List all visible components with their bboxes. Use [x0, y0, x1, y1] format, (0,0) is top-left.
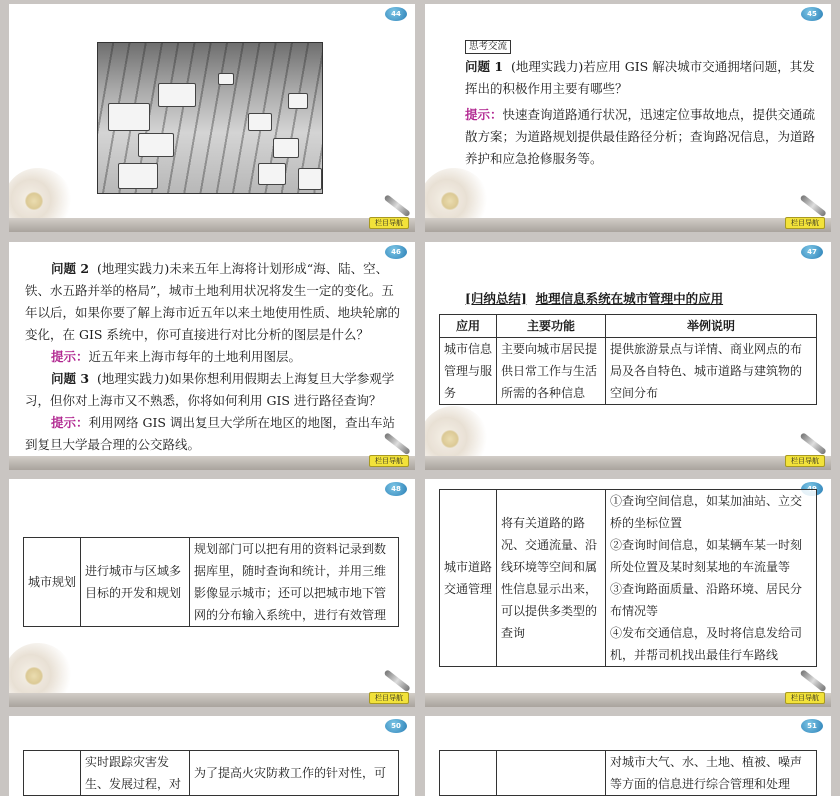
slide-51[interactable]	[425, 716, 831, 796]
table-row: 实时跟踪灾害发生、发展过程，对 为了提高火灾防救工作的针对性，可	[24, 751, 399, 796]
slide-48[interactable]	[9, 479, 415, 707]
slide-47[interactable]	[425, 242, 831, 470]
summary-table	[23, 750, 399, 796]
question-3: 问题 3 (地理实践力)如果你想利用假期去上海复旦大学参观学习，但你对上海市又不熟悉，你将如何利用 GIS 进行路径查询？	[25, 371, 395, 408]
bottom-bar	[425, 218, 831, 232]
summary-heading: [归纳总结] 地理信息系统在城市管理中的应用	[465, 291, 724, 306]
nav-button[interactable]: 栏目导航	[785, 217, 825, 229]
section-tag: 思考交流	[465, 40, 511, 54]
page-number-badge: 46	[385, 245, 407, 259]
nav-button[interactable]: 栏目导航	[369, 217, 409, 229]
table-header: 举例说明	[606, 315, 817, 338]
bottom-bar	[425, 456, 831, 470]
traffic-photo	[97, 42, 323, 194]
pen-icon	[384, 669, 411, 692]
nav-button[interactable]: 栏目导航	[785, 692, 825, 704]
slide-46[interactable]	[9, 242, 415, 470]
table-row: 对城市大气、水、土地、植被、噪声等方面的信息进行综合管理和处理	[440, 751, 817, 796]
nav-button[interactable]: 栏目导航	[785, 455, 825, 467]
slide-49[interactable]	[425, 479, 831, 707]
slide-45[interactable]	[425, 4, 831, 232]
table-header: 主要功能	[497, 315, 606, 338]
summary-table	[23, 537, 399, 627]
bottom-bar	[9, 218, 415, 232]
table-row: 城市规划 进行城市与区域多目标的开发和规划 规划部门可以把有用的资料记录到数据库里，随时查询和统计，并用三维影像显示城市；还可以把城市地下管网的分布输入系统中，进行有效管理	[24, 538, 399, 627]
nav-button[interactable]: 栏目导航	[369, 692, 409, 704]
table-row: 城市信息管理与服务 主要向城市居民提供日常工作与生活所需的各种信息 提供旅游景点与详情、商业网点的布局及各自特色、城市道路与建筑物的空间分布	[440, 338, 817, 405]
page-number-badge: 44	[385, 7, 407, 21]
summary-table	[439, 750, 817, 796]
page-number-badge: 51	[801, 719, 823, 733]
pen-icon	[800, 194, 827, 217]
page-number-badge: 48	[385, 482, 407, 496]
hint-1: 提示：快速查询道路通行状况，迅速定位事故地点，提供交通疏散方案；为道路规划提供最佳路径分析；查询路况信息，为道路养护和应急抢修服务等。	[465, 107, 816, 166]
slide-50[interactable]	[9, 716, 415, 796]
pen-icon	[800, 669, 827, 692]
bottom-bar	[9, 456, 415, 470]
table-header: 应用	[440, 315, 497, 338]
hint-2: 提示：近五年来上海市每年的土地利用图层。	[51, 349, 302, 364]
pen-icon	[800, 432, 827, 455]
bottom-bar	[425, 693, 831, 707]
page-number-badge: 50	[385, 719, 407, 733]
table-row: 城市道路交通管理 将有关道路的路况、交通流量、沿线环境等空间和属性信息显示出来，可以提供多类型的查询 ①查询空间信息，如某加油站、立交桥的坐标位置 ②查询时间信息，如某辆车某一时刻所处位置及某时刻某地的车流量等 ③查询路面质量、沿路环境、居民分布情况等 ④发布交通信息，及时将信息发给司机，并帮司机找出最佳行车路线	[440, 490, 817, 667]
pen-icon	[384, 194, 411, 217]
bottom-bar	[9, 693, 415, 707]
nav-button[interactable]: 栏目导航	[369, 455, 409, 467]
question-1: 问题 1 (地理实践力)若应用 GIS 解决城市交通拥堵问题，其发挥出的积极作用主要有哪些？	[465, 59, 815, 96]
page-number-badge: 45	[801, 7, 823, 21]
summary-table	[439, 314, 817, 405]
slide-44[interactable]	[9, 4, 415, 232]
summary-table	[439, 489, 817, 667]
question-2: 问题 2 (地理实践力)未来五年上海将计划形成“海、陆、空、铁、水五路并举的格局”，城市土地利用状况将发生一定的变化。五年以后，如果你要了解上海市近五年以来土地使用性质、地块轮廓的变化，在 GIS 系统中，你可直接进行对比分析的图层是什么？	[25, 261, 401, 342]
page-number-badge: 47	[801, 245, 823, 259]
hint-3: 提示：利用网络 GIS 调出复旦大学所在地区的地图，查出车站到复旦大学最合理的公交路线。	[25, 415, 395, 452]
